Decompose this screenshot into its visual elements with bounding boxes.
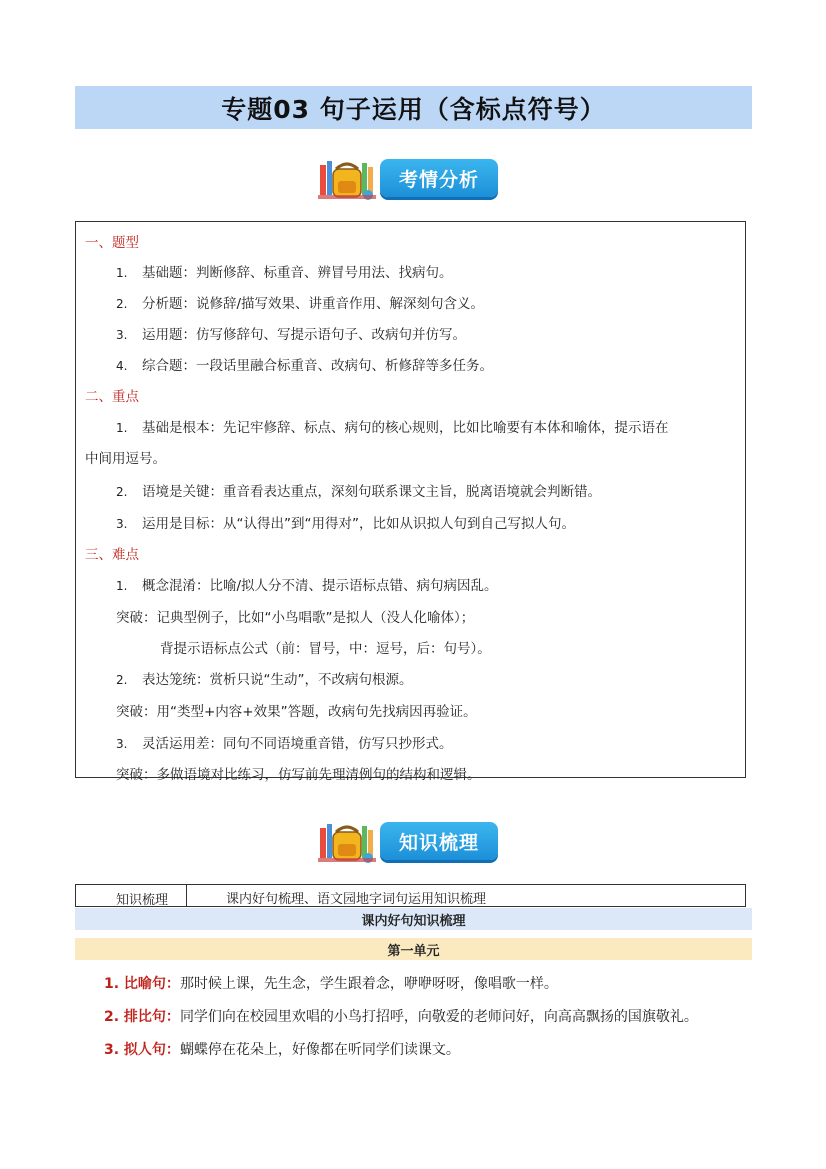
list-item: 2. 分析题：说修辞/描写效果、讲重音作用、解深刻句含义。	[116, 296, 485, 312]
list-item-continuation: 中间用逗号。	[85, 451, 166, 467]
page-title: 专题03 句子运用（含标点符号）	[221, 94, 606, 124]
breakthrough-text: 突破：记典型例子，比如“小鸟唱歌”是拟人（没人化喻体）；	[116, 610, 475, 626]
section-label-pill	[380, 822, 498, 860]
analysis-box	[75, 221, 746, 783]
heading-key-points: 二、重点	[85, 389, 139, 405]
subtitle-text: 课内好句知识梳理	[361, 913, 466, 929]
section-label: 知识梳理	[398, 831, 479, 854]
unit-title: 第一单元	[387, 943, 440, 959]
table-cell-value: 课内好句梳理、语文园地字词句运用知识梳理	[226, 892, 487, 907]
breakthrough-text: 背提示语标点公式（前：冒号，中：逗号，后：句号）。	[160, 641, 491, 657]
knowledge-table	[75, 884, 746, 907]
list-item: 3. 运用是目标：从“认得出”到“用得对”，比如从识拟人句到自己写拟人句。	[116, 516, 575, 532]
sentence-item: 2. 排比句：同学们向在校园里欢唱的小鸟打招呼，向敬爱的老师问好，向高高飘扬的国旗敬礼。	[104, 1009, 698, 1025]
breakthrough-text: 突破：用“类型+内容+效果”答题，改病句先找病因再验证。	[116, 704, 477, 720]
table-cell	[76, 885, 187, 906]
list-item: 1. 概念混淆：比喻/拟人分不清、提示语标点错、病句病因乱。	[116, 578, 498, 594]
list-item: 3. 运用题：仿写修辞句、写提示语句子、改病句并仿写。	[116, 327, 466, 343]
list-item: 4. 综合题：一段话里融合标重音、改病句、析修辞等多任务。	[116, 358, 493, 374]
section-label: 考情分析	[398, 168, 479, 191]
list-item: 1. 基础题：判断修辞、标重音、辨冒号用法、找病句。	[116, 265, 453, 281]
heading-difficulties: 三、难点	[85, 547, 139, 563]
list-item: 2. 表达笼统：赏析只说“生动”，不改病句根源。	[116, 672, 413, 688]
section-header-analysis	[318, 157, 503, 201]
list-item: 1. 基础是根本：先记牢修辞、标点、病句的核心规则，比如比喻要有本体和喻体，提示语在	[116, 420, 669, 436]
section-header-knowledge	[318, 820, 503, 864]
sentence-item: 3. 拟人句：蝴蝶停在花朵上，好像都在听同学们读课文。	[104, 1042, 460, 1058]
list-item: 3. 灵活运用差：同句不同语境重音错，仿写只抄形式。	[116, 736, 453, 752]
heading-types: 一、题型	[85, 235, 139, 251]
table-cell-label: 知识梳理	[116, 893, 169, 908]
school-bag-icon	[318, 820, 376, 864]
school-bag-icon	[318, 157, 376, 201]
section-label-pill	[380, 159, 498, 197]
unit-band	[75, 938, 752, 960]
page-title-bar	[75, 86, 752, 129]
subtitle-band	[75, 908, 752, 930]
sentence-item: 1. 比喻句：那时候上课，先生念，学生跟着念，咿咿呀呀，像唱歌一样。	[104, 976, 558, 992]
breakthrough-text: 突破：多做语境对比练习，仿写前先理清例句的结构和逻辑。	[116, 767, 481, 783]
list-item: 2. 语境是关键：重音看表达重点，深刻句联系课文主旨，脱离语境就会判断错。	[116, 484, 601, 500]
